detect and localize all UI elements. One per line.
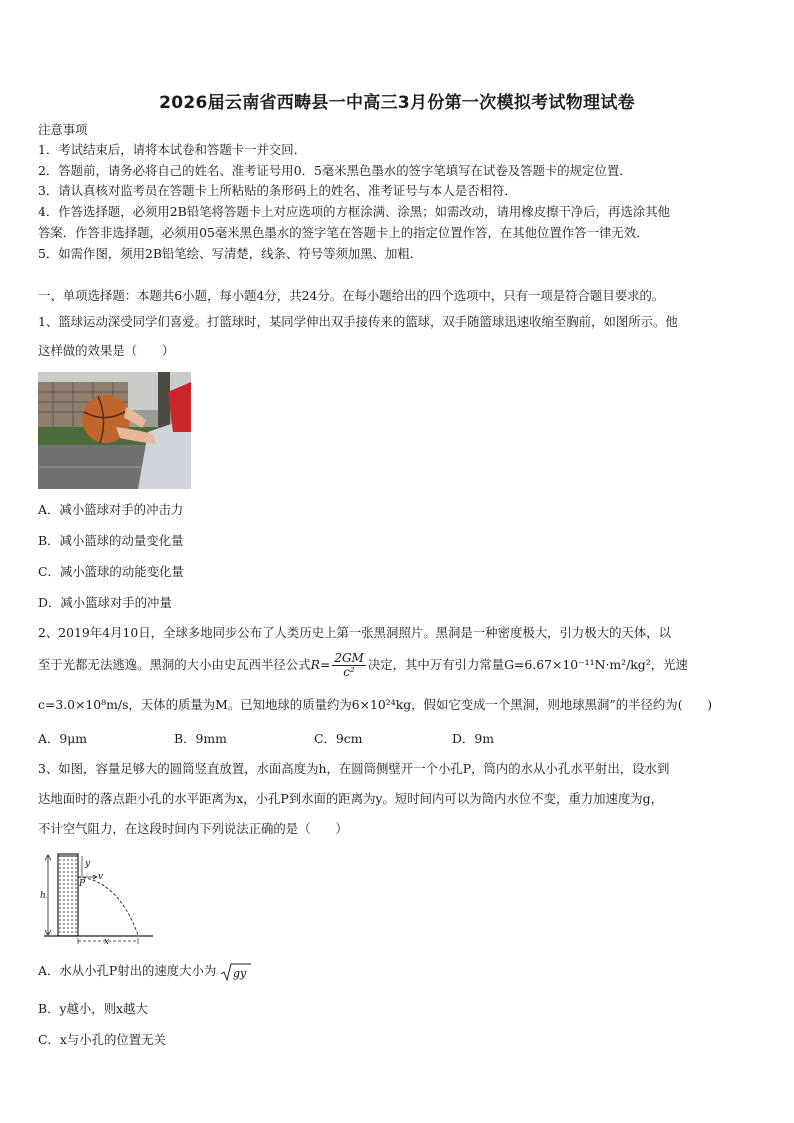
- notice-item-4: 4．作答选择题，必须用2B铅笔将答题卡上对应选项的方框涂满、涂黑；如需改动，请用橡皮擦干净后，再选涂其他: [38, 204, 671, 219]
- q2-stem-line2-b: 决定，其中万有引力常量: [367, 657, 505, 672]
- cylinder-water-diagram: [38, 850, 156, 946]
- notice-heading: 注意事项: [38, 122, 88, 137]
- q2-stem-line3: c=3.0×10⁸m/s，天体的质量为M。已知地球的质量约为6×10²⁴kg，假如它变成一个黑洞，则地球黑洞”的半径约为( ): [38, 697, 713, 712]
- label-p: P: [79, 879, 86, 889]
- q3-stem-line2: 达地面时的落点距小孔的水平距离为x，小孔P到水面的距离为y。短时间内可以为筒内水位不变，重力加速度为g，: [38, 791, 664, 806]
- q2-stem-line2: [38, 652, 688, 679]
- q3-option-a[interactable]: [38, 961, 252, 982]
- q2-option-a[interactable]: A．9μm: [38, 731, 88, 746]
- q1-option-a[interactable]: A．减小篮球对手的冲击力: [38, 502, 184, 517]
- label-v: v: [98, 872, 104, 882]
- page-title: 2026届云南省西畴县一中高三3月份第一次模拟考试物理试卷: [159, 93, 635, 113]
- sqrt-radicand: gy: [233, 966, 247, 980]
- q2-option-b[interactable]: B．9mm: [174, 731, 227, 746]
- gravitational-constant: G=6.67×10⁻¹¹N·m²/kg²，光速: [504, 657, 688, 672]
- q1-option-c[interactable]: C．减小篮球的动能变化量: [38, 564, 184, 579]
- label-y: y: [85, 859, 91, 869]
- schwarzschild-fraction: [332, 652, 366, 679]
- fraction-denominator: c²: [343, 665, 355, 679]
- q3-option-a-text: A．水从小孔P射出的速度大小为: [38, 963, 217, 978]
- label-h: h: [40, 891, 46, 901]
- notice-item-4-cont: 答案．作答非选择题，必须用05毫米黑色墨水的签字笔在答题卡上的指定位置作答，在其他位置作答一律无效．: [38, 225, 649, 240]
- formula-r: R=: [310, 657, 331, 672]
- section-heading: 一、单项选择题：本题共6小题，每小题4分，共24分。在每小题给出的四个选项中，只有一项是符合题目要求的。: [38, 288, 665, 303]
- q1-stem-line1: 1、篮球运动深受同学们喜爱。打篮球时，某同学伸出双手接传来的篮球，双手随篮球迅速收缩至胸前，如图所示。他: [38, 314, 678, 329]
- sqrt-expression: [220, 962, 252, 982]
- q2-option-d[interactable]: D．9m: [452, 731, 494, 746]
- notice-item-5: 5．如需作图，须用2B铅笔绘、写清楚，线条、符号等须加黑、加粗．: [38, 246, 423, 261]
- fraction-numerator: 2GM: [334, 651, 364, 665]
- q3-option-b[interactable]: B．y越小，则x越大: [38, 1001, 148, 1016]
- q1-stem-line2: 这样做的效果是（ ）: [38, 343, 175, 358]
- q3-stem-line3: 不计空气阻力，在这段时间内下列说法正确的是（ ）: [38, 821, 348, 836]
- q3-option-c[interactable]: C．x与小孔的位置无关: [38, 1032, 166, 1047]
- notice-item-2: 2．答题前，请务必将自己的姓名、准考证号用0．5毫米黑色墨水的签字笔填写在试卷及答题卡的规定位置．: [38, 163, 632, 178]
- q2-stem-line2-a: 至于光都无法逃逸。黑洞的大小由史瓦西半径公式: [38, 657, 311, 672]
- q1-option-b[interactable]: B．减小篮球的动量变化量: [38, 533, 184, 548]
- notice-item-1: 1．考试结束后，请将本试卷和答题卡一并交回．: [38, 142, 307, 157]
- notice-item-3: 3．请认真核对监考员在答题卡上所粘贴的条形码上的姓名、准考证号与本人是否相符．: [38, 183, 517, 198]
- q2-stem-line1: 2、2019年4月10日，全球多地同步公布了人类历史上第一张黑洞照片。黑洞是一种密度极大，引力极大的天体，以: [38, 625, 672, 640]
- basketball-photo: [38, 372, 191, 489]
- label-x: x: [104, 937, 110, 946]
- q3-stem-line1: 3、如图，容量足够大的圆筒竖直放置，水面高度为h，在圆筒侧壁开一个小孔P，筒内的水从小孔水平射出，设水到: [38, 761, 670, 776]
- q2-option-c[interactable]: C．9cm: [314, 731, 363, 746]
- q1-option-d[interactable]: D．减小篮球对手的冲量: [38, 595, 172, 610]
